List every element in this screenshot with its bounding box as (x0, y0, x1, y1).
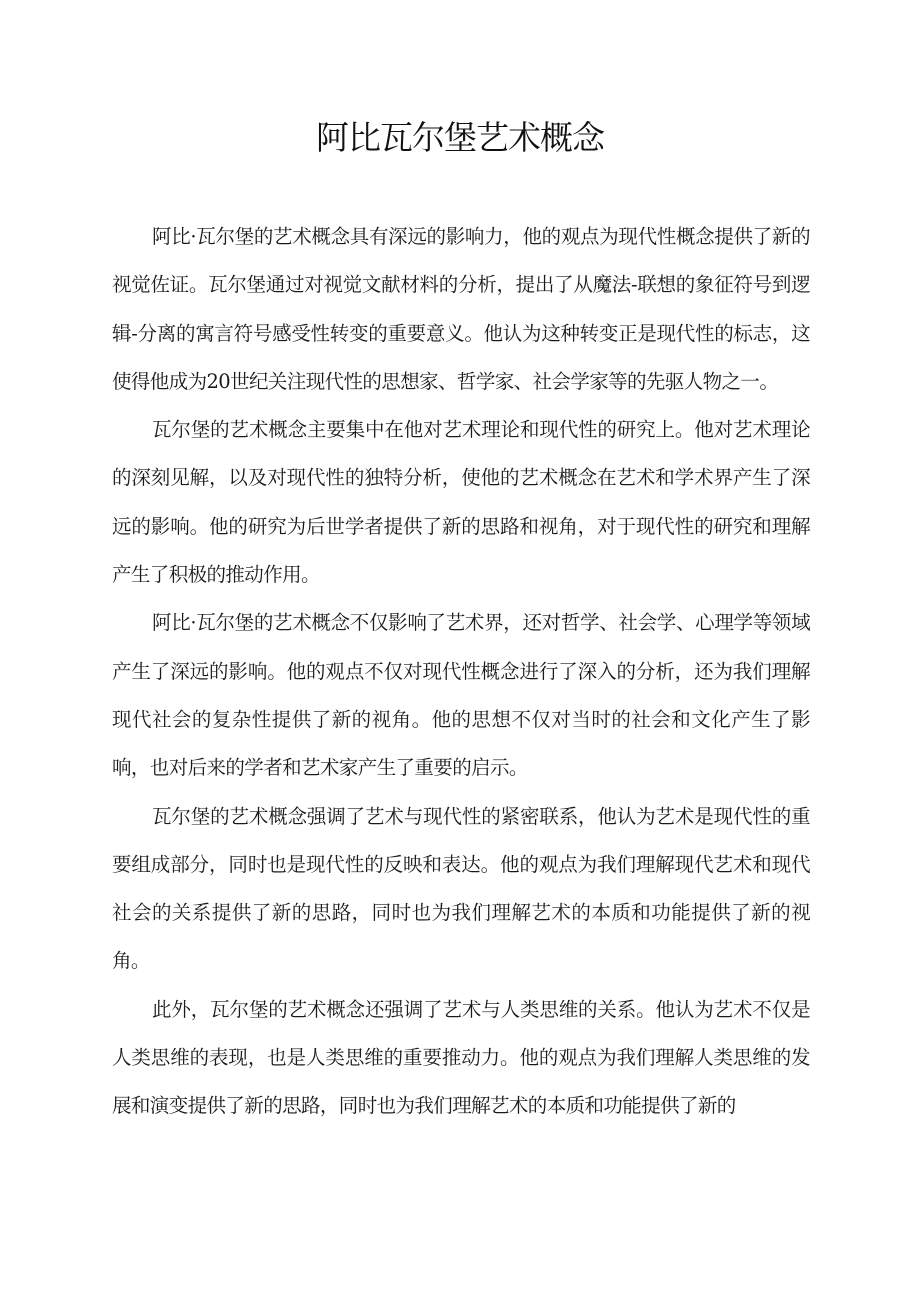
document-body (112, 213, 810, 1131)
paragraph-1: 阿比·瓦尔堡的艺术概念具有深远的影响力，他的观点为现代性概念提供了新的视觉佐证。瓦尔堡通过对视觉文献材料的分析，提出了从魔法-联想的象征符号到逻辑-分离的寓言符号感受性转变的重要意义。他认为这种转变正是现代性的标志，这使得他成为20世纪关注现代性的思想家、哲学家、社会学家等的先驱人物之一。 (112, 225, 810, 393)
document-title: 阿比瓦尔堡艺术概念 (316, 118, 604, 157)
paragraph-2: 瓦尔堡的艺术概念主要集中在他对艺术理论和现代性的研究上。他对艺术理论的深刻见解，以及对现代性的独特分析，使他的艺术概念在艺术和学术界产生了深远的影响。他的研究为后世学者提供了新的思路和视角，对于现代性的研究和理解产生了积极的推动作用。 (112, 418, 810, 587)
paragraph-4: 瓦尔堡的艺术概念强调了艺术与现代性的紧密联系，他认为艺术是现代性的重要组成部分，同时也是现代性的反映和表达。他的观点为我们理解现代艺术和现代社会的关系提供了新的思路，同时也为我们理解艺术的本质和功能提供了新的视角。 (112, 804, 810, 973)
paragraph-3: 阿比·瓦尔堡的艺术概念不仅影响了艺术界，还对哲学、社会学、心理学等领域产生了深远的影响。他的观点不仅对现代性概念进行了深入的分析，还为我们理解现代社会的复杂性提供了新的视角。他的思想不仅对当时的社会和文化产生了影响，也对后来的学者和艺术家产生了重要的启示。 (112, 611, 810, 780)
paragraph-5: 此外，瓦尔堡的艺术概念还强调了艺术与人类思维的关系。他认为艺术不仅是人类思维的表现，也是人类思维的重要推动力。他的观点为我们理解人类思维的发展和演变提供了新的思路，同时也为我们理解艺术的本质和功能提供了新的 (112, 997, 810, 1118)
